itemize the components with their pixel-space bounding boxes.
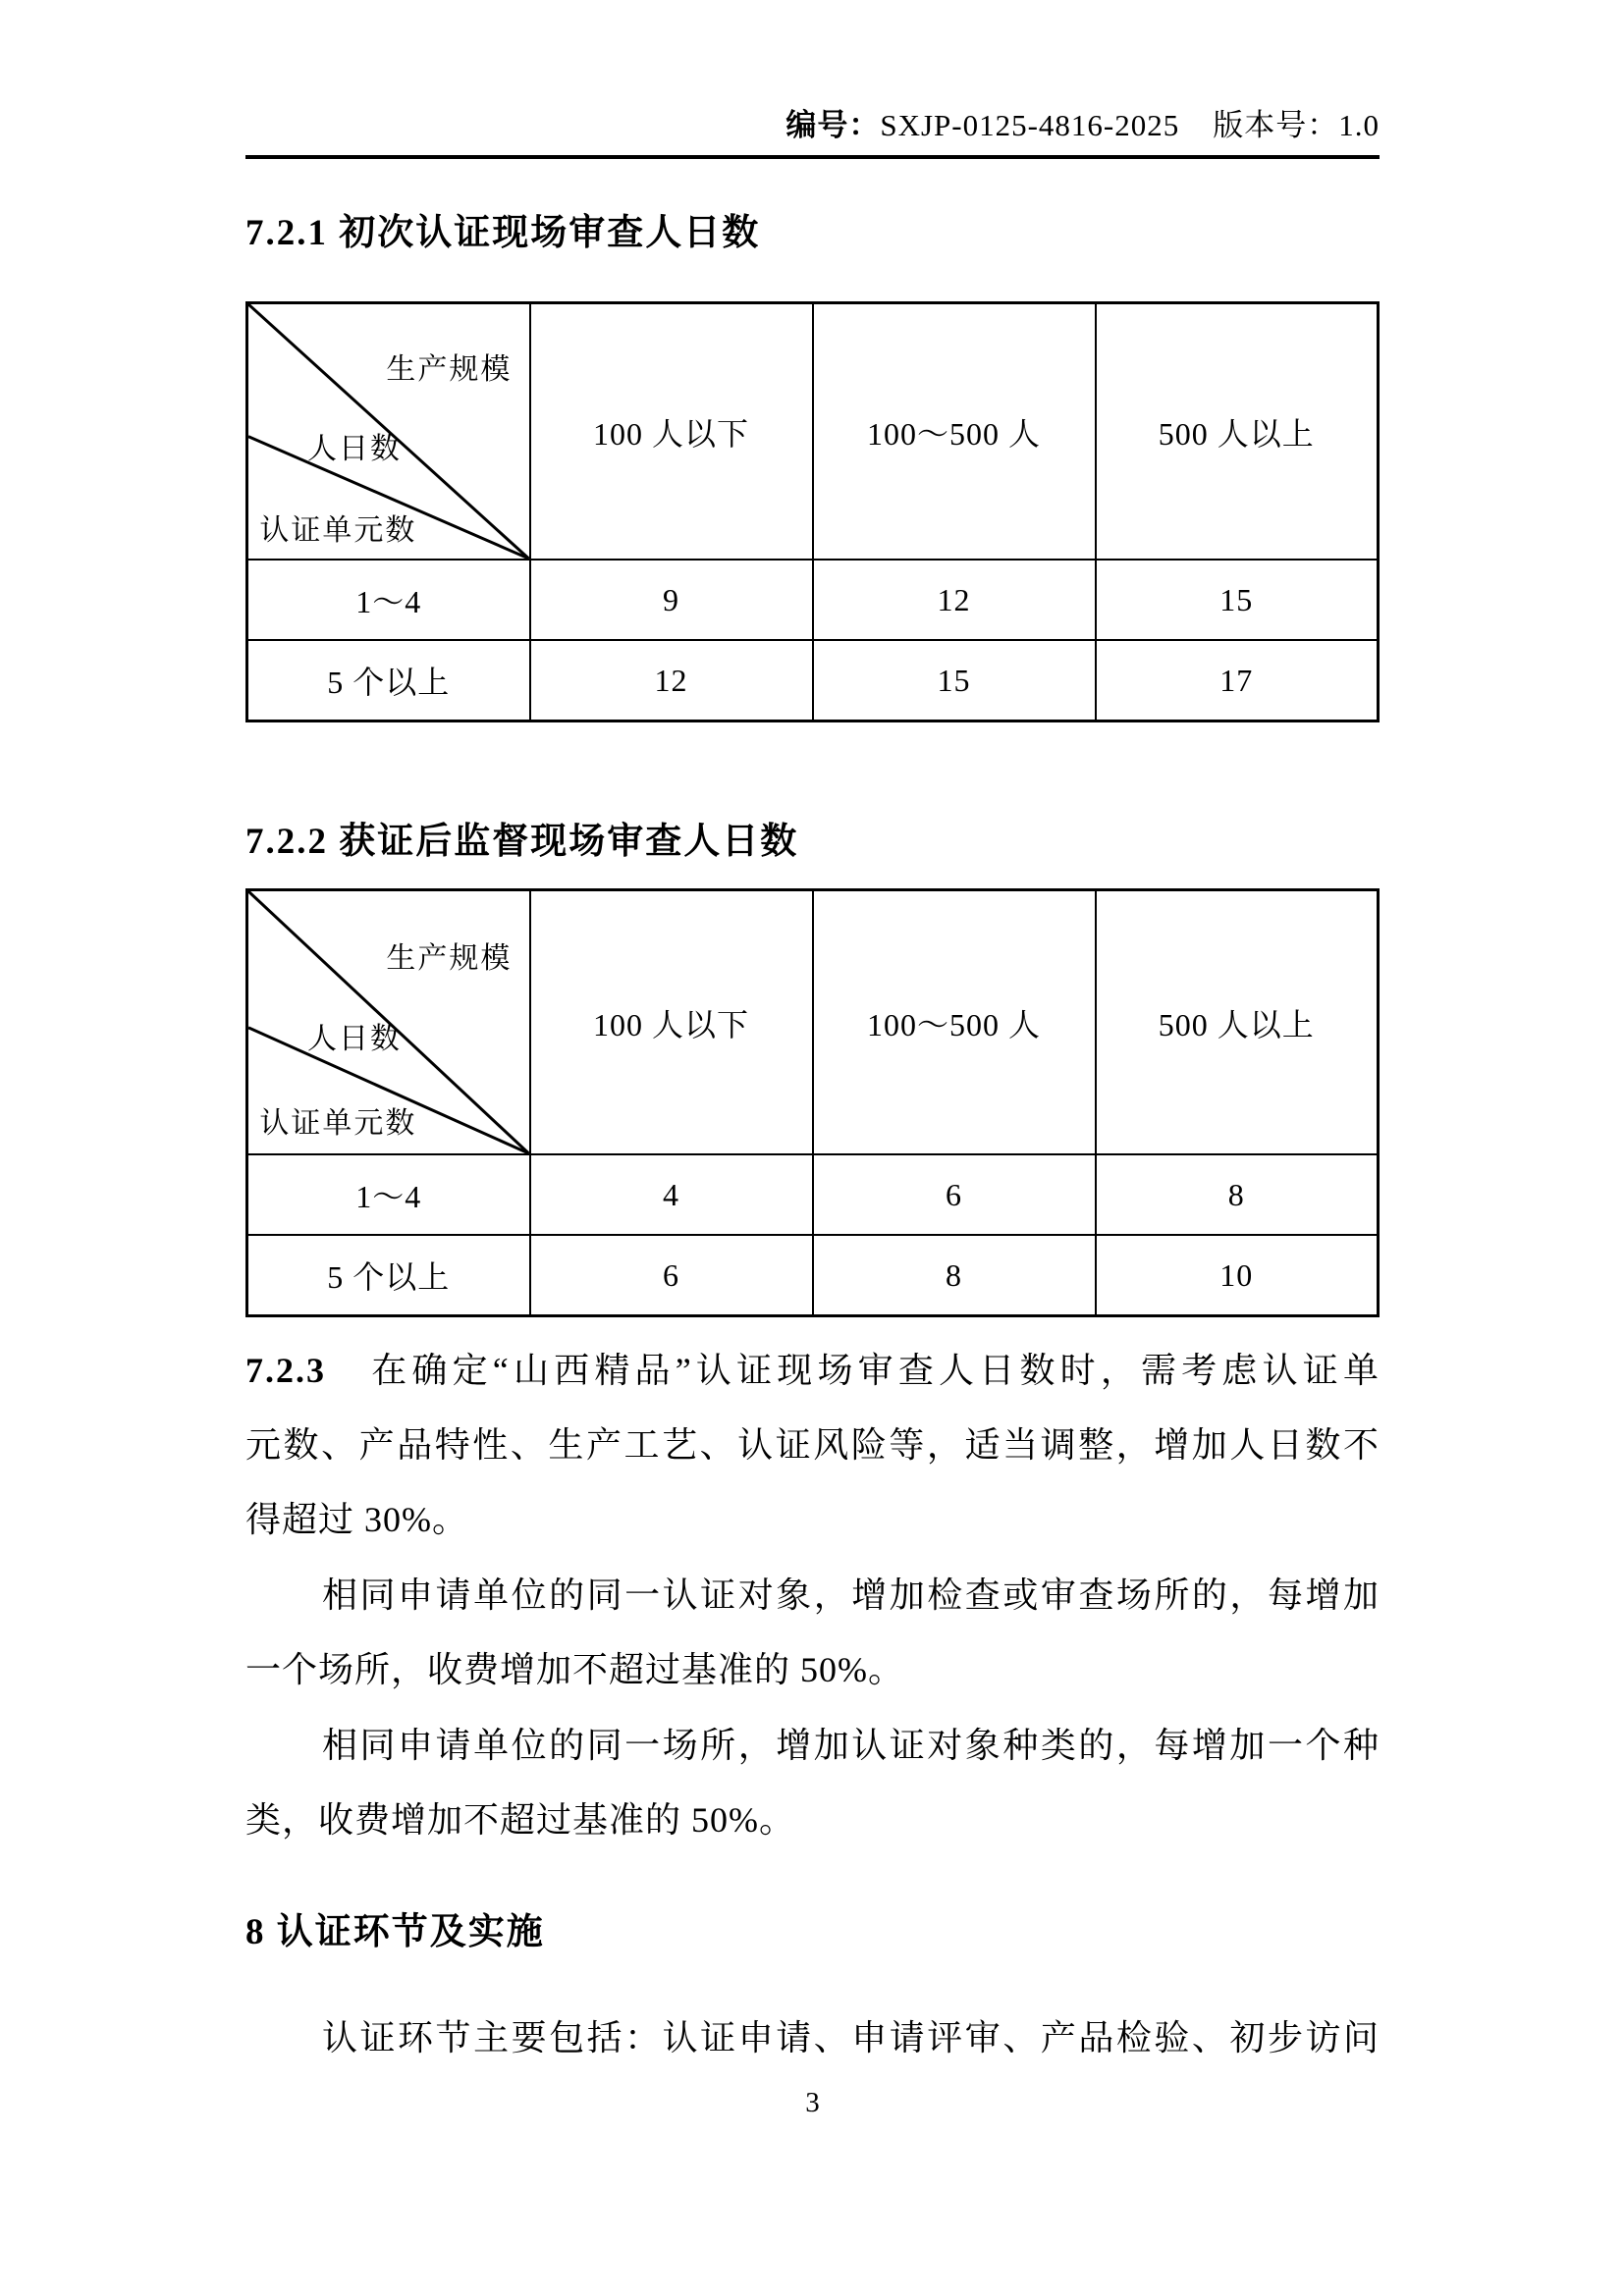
table-corner-cell: [247, 303, 530, 561]
paragraph-text: 在确定“山西精品”认证现场审查人日数时，需考虑认证单: [367, 1351, 1380, 1390]
paragraph-site-fee: [245, 1558, 1380, 1707]
table-row: [247, 640, 1379, 721]
paragraph-line: 类，收费增加不超过基准的 50%。: [245, 1800, 795, 1840]
corner-label-person-days: 人日数: [306, 1023, 402, 1056]
row-label: 5 个以上: [247, 1235, 530, 1316]
table-cell: 6: [530, 1235, 813, 1316]
column-header: 100～500 人: [813, 303, 1096, 561]
paragraph-line: [245, 1333, 1380, 1408]
table-cell: 15: [813, 640, 1096, 721]
table-cell: 17: [1096, 640, 1379, 721]
column-header: 100～500 人: [813, 890, 1096, 1155]
header-rule: [245, 155, 1380, 159]
row-label: 1～4: [247, 560, 530, 640]
clause-number: 7.2.3: [245, 1351, 326, 1390]
initial-audit-table: [245, 301, 1380, 722]
page-number: 3: [805, 2087, 820, 2118]
table-cell: 10: [1096, 1235, 1379, 1316]
paragraph-line: 认证环节主要包括：认证申请、申请评审、产品检验、初步访问: [322, 2018, 1380, 2057]
version-label: 版本号：: [1213, 108, 1339, 142]
corner-label-person-days: 人日数: [306, 432, 402, 465]
row-label: 5 个以上: [247, 640, 530, 721]
surveillance-audit-table: [245, 888, 1380, 1317]
doc-number-label: 编号：: [785, 108, 881, 142]
column-header: 100 人以下: [530, 303, 813, 561]
table-cell: 15: [1096, 560, 1379, 640]
table-cell: 12: [530, 640, 813, 721]
paragraph-723: [245, 1333, 1380, 1557]
paragraph-line: 相同申请单位的同一场所，增加认证对象种类的，每增加一个种: [322, 1726, 1380, 1765]
table-row: [247, 1154, 1379, 1235]
paragraph-line: 得超过 30%。: [245, 1500, 468, 1539]
doc-number-value: SXJP-0125-4816-2025: [880, 108, 1180, 142]
table-row: [247, 560, 1379, 640]
table-corner-cell: [247, 890, 530, 1155]
table-cell: 6: [813, 1154, 1096, 1235]
row-label: 1～4: [247, 1154, 530, 1235]
page-header: [245, 104, 1380, 147]
table-cell: 4: [530, 1154, 813, 1235]
corner-label-cert-units: 认证单元数: [259, 513, 417, 547]
column-header: 100 人以下: [530, 890, 813, 1155]
version-value: 1.0: [1338, 108, 1380, 142]
table-header-row: [247, 890, 1379, 1155]
corner-label-production-scale: 生产规模: [386, 353, 513, 387]
paragraph-line: 一个场所，收费增加不超过基准的 50%。: [245, 1650, 904, 1689]
column-header: 500 人以上: [1096, 303, 1379, 561]
table-header-row: [247, 303, 1379, 561]
corner-label-cert-units: 认证单元数: [259, 1106, 417, 1140]
section-title-722: 7.2.2 获证后监督现场审查人日数: [245, 822, 799, 862]
corner-label-production-scale: 生产规模: [386, 941, 513, 975]
section-title-721: 7.2.1 初次认证现场审查人日数: [245, 213, 761, 253]
paragraph-cert-steps: [245, 2001, 1380, 2075]
section-title-8: 8 认证环节及实施: [245, 1912, 545, 1952]
paragraph-type-fee: [245, 1708, 1380, 1857]
paragraph-line: 元数、产品特性、生产工艺、认证风险等，适当调整，增加人日数不: [245, 1425, 1380, 1465]
table-cell: 9: [530, 560, 813, 640]
table-row: [247, 1235, 1379, 1316]
paragraph-line: 相同申请单位的同一认证对象，增加检查或审查场所的，每增加: [322, 1575, 1380, 1615]
column-header: 500 人以上: [1096, 890, 1379, 1155]
table-cell: 8: [813, 1235, 1096, 1316]
table-cell: 12: [813, 560, 1096, 640]
table-cell: 8: [1096, 1154, 1379, 1235]
